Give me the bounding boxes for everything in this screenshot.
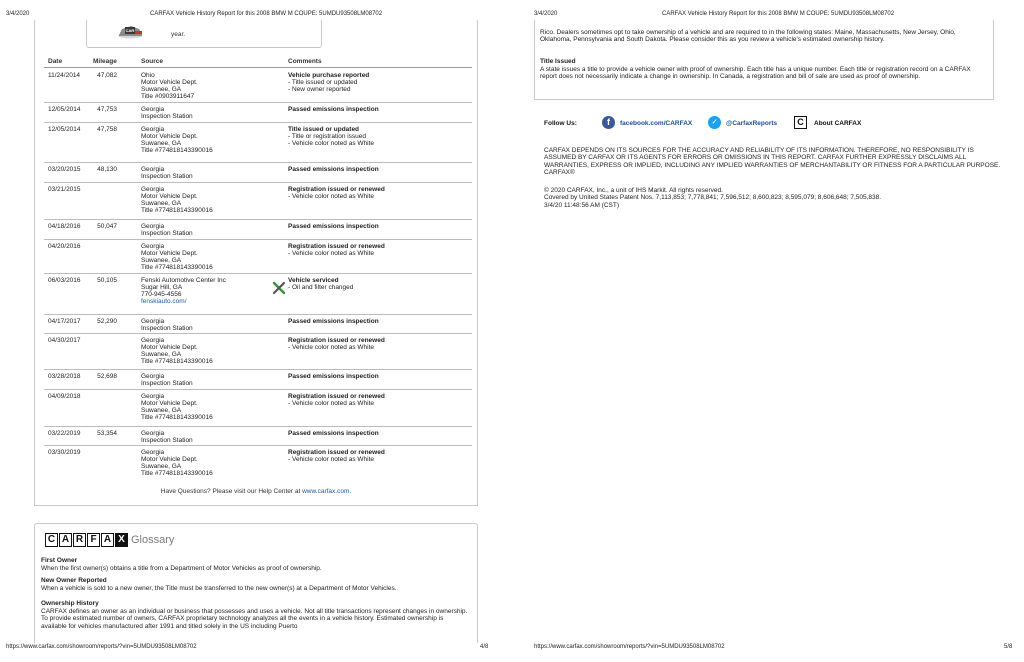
row-comments — [288, 373, 379, 380]
logo-letter: A — [101, 533, 114, 547]
comment-line: - Oil and filter changed — [288, 284, 354, 292]
print-date: 3/4/2020 — [534, 11, 558, 17]
logo-letter: F — [87, 533, 100, 547]
row-comments — [288, 430, 379, 437]
comment-title: Passed emissions inspection — [288, 223, 379, 230]
svg-text:CAR: CAR — [125, 28, 135, 33]
history-row — [44, 123, 472, 163]
history-row — [44, 163, 472, 183]
follow-label: Follow Us: — [544, 120, 577, 127]
facebook-link[interactable]: facebook.com/CARFAX — [620, 120, 693, 127]
row-mileage: 47,753 — [97, 106, 117, 113]
row-comments — [288, 337, 385, 351]
source-line: Motor Vehicle Dept. — [141, 400, 198, 408]
history-row — [44, 315, 472, 334]
comment-title: Vehicle serviced — [288, 277, 339, 284]
history-row — [44, 370, 472, 390]
source-line: Title #774818143390016 — [141, 414, 213, 422]
source-line: Motor Vehicle Dept. — [141, 250, 198, 258]
row-mileage: 47,082 — [97, 72, 117, 79]
row-date: 12/05/2014 — [48, 126, 81, 133]
row-comments — [288, 166, 379, 173]
source-line: Georgia — [141, 243, 165, 250]
comment-line: - Vehicle color noted as White — [288, 193, 374, 201]
row-source — [141, 318, 193, 332]
source-line: Fenski Automotive Center Inc — [141, 277, 226, 284]
row-source — [141, 243, 213, 272]
glossary-continued-text: Rico. Dealers sometimes opt to take ownership of a vehicle and are required to in the following states: Maine, Massachusetts, New Jersey, Ohio, Oklahoma, Pennsylvania and South Dakota. Please consider this as you review a vehicle's estimated ownership history. — [540, 29, 956, 44]
glossary-title: Glossary — [131, 534, 175, 546]
carfax-logo — [45, 533, 129, 547]
comment-title: Registration issued or renewed — [288, 337, 385, 344]
source-line: Georgia — [141, 449, 165, 456]
source-line: Inspection Station — [141, 230, 193, 238]
row-date: 04/30/2017 — [48, 337, 81, 344]
history-row — [44, 69, 472, 103]
source-line: Title #774818143390016 — [141, 264, 213, 272]
glossary-term: New Owner Reported — [41, 577, 107, 584]
source-line: Inspection Station — [141, 173, 193, 181]
col-date: Date — [48, 58, 63, 65]
comment-title: Registration issued or renewed — [288, 243, 385, 250]
comment-line: - Vehicle color noted as White — [288, 250, 374, 258]
col-mileage: Mileage — [93, 58, 117, 65]
row-source — [141, 186, 213, 215]
comment-title: Registration issued or renewed — [288, 449, 385, 456]
source-line: Suwanee, GA — [141, 351, 182, 359]
row-source — [141, 126, 213, 155]
row-source — [141, 106, 193, 120]
glossary-definition: When the first owner(s) obtains a title from a Department of Motor Vehicles as proof of ownership. — [41, 565, 322, 572]
comment-line: - New owner reported — [288, 86, 351, 94]
history-row — [44, 274, 472, 315]
row-source — [141, 72, 198, 101]
comment-title: Passed emissions inspection — [288, 430, 379, 437]
row-date: 04/17/2017 — [48, 318, 81, 325]
source-line: Suwanee, GA — [141, 140, 182, 148]
source-line: Title #774818143390016 — [141, 358, 213, 366]
history-row — [44, 183, 472, 220]
facebook-icon[interactable]: f — [602, 116, 615, 129]
follow-us-bar — [544, 116, 884, 130]
logo-letter: R — [73, 533, 86, 547]
source-line: Georgia — [141, 373, 165, 380]
comment-line: - Title or registration issued — [288, 133, 367, 141]
comment-title: Title issued or updated — [288, 126, 360, 133]
source-line: Inspection Station — [141, 380, 193, 388]
row-mileage: 52,290 — [97, 318, 117, 325]
logo-letter: X — [115, 533, 128, 547]
row-date: 03/30/2019 — [48, 449, 81, 456]
source-line: Georgia — [141, 223, 165, 230]
row-source — [141, 449, 213, 478]
source-line: Georgia — [141, 166, 165, 173]
source-line: Georgia — [141, 337, 165, 344]
help-suffix: . — [349, 488, 352, 495]
copyright: © 2020 CARFAX, Inc., a unit of IHS Markit. All rights reserved. — [544, 187, 723, 194]
help-text: Have Questions? Please visit our Help Center at — [160, 488, 303, 495]
row-source — [141, 337, 213, 366]
help-center-line — [34, 488, 478, 495]
row-comments — [288, 186, 385, 200]
source-line: Title #774818143390016 — [141, 470, 213, 478]
logo-letter: C — [45, 533, 58, 547]
print-title: CARFAX Vehicle History Report for this 2008 BMW M COUPE: 5UMDU93508LM08702 — [662, 11, 895, 17]
history-table-header — [44, 56, 472, 68]
row-comments — [288, 223, 379, 230]
twitter-icon[interactable]: ✓ — [708, 116, 721, 129]
comment-line: - Vehicle color noted as White — [288, 140, 374, 148]
row-comments — [288, 243, 385, 257]
source-line: Inspection Station — [141, 113, 193, 121]
twitter-link[interactable]: @CarfaxReports — [726, 120, 778, 127]
source-line: Suwanee, GA — [141, 463, 182, 471]
row-comments — [288, 126, 374, 147]
row-comments — [288, 318, 379, 325]
source-line: Georgia — [141, 318, 165, 325]
comment-title: Registration issued or renewed — [288, 186, 385, 193]
comment-title: Vehicle purchase reported — [288, 72, 370, 79]
row-date: 04/09/2018 — [48, 393, 81, 400]
comment-title: Passed emissions inspection — [288, 166, 379, 173]
row-source — [141, 166, 193, 180]
glossary-term: Title Issued — [540, 58, 576, 65]
row-source — [141, 393, 213, 422]
history-row — [44, 427, 472, 446]
print-page-number: 5/8 — [1004, 644, 1013, 650]
row-date: 03/20/2015 — [48, 166, 81, 173]
source-line: Suwanee, GA — [141, 200, 182, 208]
comment-line: - Vehicle color noted as White — [288, 456, 374, 464]
print-page-number: 4/8 — [480, 644, 489, 650]
comment-line: - Vehicle color noted as White — [288, 344, 374, 352]
row-date: 03/21/2015 — [48, 186, 81, 193]
source-line: Motor Vehicle Dept. — [141, 133, 198, 141]
source-line: Inspection Station — [141, 437, 193, 445]
row-date: 04/18/2016 — [48, 223, 81, 230]
row-mileage: 47,758 — [97, 126, 117, 133]
row-source — [141, 277, 226, 306]
row-comments — [288, 106, 379, 113]
glossary-term: First Owner — [41, 557, 78, 564]
row-source — [141, 373, 193, 387]
source-line: Inspection Station — [141, 325, 193, 333]
glossary-definition: CARFAX defines an owner as an individual or business that possesses and uses a vehicle. Not all title transactions represent changes in ownership. To provide estimated number of owners, CARFAX proprietary technology analyzes all the events in a vehicle history. Estimated ownership is available for vehicles manufactured after 1991 and titled solely in the US including Puerto — [41, 608, 468, 630]
print-url: https://www.carfax.com/showroom/reports/?vin=5UMDU93508LM08702 — [6, 644, 197, 650]
history-row — [44, 103, 472, 123]
row-source — [141, 430, 193, 444]
glossary-box — [34, 523, 478, 643]
history-row — [44, 446, 472, 483]
history-row — [44, 334, 472, 370]
comment-line: - Vehicle color noted as White — [288, 400, 374, 408]
source-line: Suwanee, GA — [141, 407, 182, 415]
source-line: Motor Vehicle Dept. — [141, 344, 198, 352]
row-mileage: 50,047 — [97, 223, 117, 230]
print-title: CARFAX Vehicle History Report for this 2008 BMW M COUPE: 5UMDU93508LM08702 — [150, 11, 383, 17]
history-row — [44, 240, 472, 274]
comment-title: Registration issued or renewed — [288, 393, 385, 400]
comment-title: Passed emissions inspection — [288, 106, 379, 113]
comment-line: - Title issued or updated — [288, 79, 358, 87]
source-line: Suwanee, GA — [141, 257, 182, 265]
source-line: Georgia — [141, 186, 165, 193]
source-line: Title #774818143390016 — [141, 147, 213, 155]
col-comments: Comments — [288, 58, 322, 65]
source-line: Title #774818143390016 — [141, 207, 213, 215]
copyright-block — [544, 187, 1004, 209]
row-mileage: 52,698 — [97, 373, 117, 380]
history-row — [44, 220, 472, 240]
row-date: 11/24/2014 — [48, 72, 81, 79]
glossary-definition: A state issues a title to provide a vehicle owner with proof of ownership. Each title has a unique number. Each title or registration record on a CARFAX report does not necessarily indicate a change in ownership. In Canada, a registration and bill of sale are used as proof of ownership. — [540, 66, 971, 81]
row-mileage: 53,354 — [97, 430, 117, 437]
promo-text: year. — [171, 31, 186, 38]
disclaimer: CARFAX DEPENDS ON ITS SOURCES FOR THE ACCURACY AND RELIABILITY OF ITS INFORMATION. THEREFORE, NO RESPONSIBILITY IS ASSUMED BY CARFAX OR ITS AGENTS FOR ERRORS OR OMISSIONS IN THIS REPORT. CARFAX FURTHER EXPRESSLY DISCLAIMS ALL WARRANTIES, EXPRESS OR IMPLIED, INCLUDING ANY IMPLIED WARRANTIES OF MERCHANTABILITY OR FITNESS FOR A PARTICULAR PURPOSE. CARFAX® — [544, 147, 1001, 176]
source-line: Sugar Hill, GA — [141, 284, 183, 292]
source-line: Georgia — [141, 106, 165, 113]
row-mileage: 50,105 — [97, 277, 117, 284]
logo-letter: A — [59, 533, 72, 547]
comment-title: Passed emissions inspection — [288, 373, 379, 380]
source-line: 770-945-4556 — [141, 291, 182, 299]
wrench-icon — [272, 281, 286, 295]
carfax-c-icon[interactable]: C — [794, 116, 807, 129]
promo-card — [86, 20, 322, 48]
car-badge-icon — [117, 23, 143, 39]
report-page-5 — [512, 0, 1024, 662]
glossary-definition: When a vehicle is sold to a new owner, the Title must be transferred to the new owner(s) at a Department of Motor Vehicles. — [41, 585, 397, 592]
col-source: Source — [141, 58, 164, 65]
row-comments — [288, 277, 353, 291]
about-carfax-link[interactable]: About CARFAX — [814, 120, 862, 127]
row-date: 06/03/2016 — [48, 277, 81, 284]
row-mileage: 48,130 — [97, 166, 117, 173]
patents: Covered by United States Patent Nos. 7,113,853; 7,778,841; 7,596,512; 8,600,823; 8,595,079; 8,606,648; 7,505,838. — [544, 194, 882, 202]
comment-title: Passed emissions inspection — [288, 318, 379, 325]
source-line: Title #0903911647 — [141, 93, 195, 101]
source-line: Ohio — [141, 72, 155, 79]
source-line: Georgia — [141, 393, 165, 400]
source-line: Georgia — [141, 430, 165, 437]
glossary-term: Ownership History — [41, 600, 99, 607]
print-url: https://www.carfax.com/showroom/reports/?vin=5UMDU93508LM08702 — [534, 644, 725, 650]
source-line: Suwanee, GA — [141, 86, 182, 94]
timestamp: 3/4/20 11:48:56 AM (CST) — [544, 201, 620, 209]
source-line: Motor Vehicle Dept. — [141, 193, 198, 201]
history-row — [44, 390, 472, 427]
row-date: 03/22/2019 — [48, 430, 81, 437]
row-date: 04/20/2016 — [48, 243, 81, 250]
source-line: Georgia — [141, 126, 165, 133]
row-comments — [288, 72, 369, 93]
row-date: 03/28/2018 — [48, 373, 81, 380]
source-website-link[interactable]: fenskiauto.com/ — [141, 298, 187, 306]
source-line: Motor Vehicle Dept. — [141, 456, 198, 464]
row-source — [141, 223, 193, 237]
row-comments — [288, 449, 385, 463]
print-date: 3/4/2020 — [6, 11, 30, 17]
row-date: 12/05/2014 — [48, 106, 81, 113]
help-link[interactable]: www.carfax.com — [302, 488, 350, 495]
row-comments — [288, 393, 385, 407]
source-line: Motor Vehicle Dept. — [141, 79, 198, 87]
